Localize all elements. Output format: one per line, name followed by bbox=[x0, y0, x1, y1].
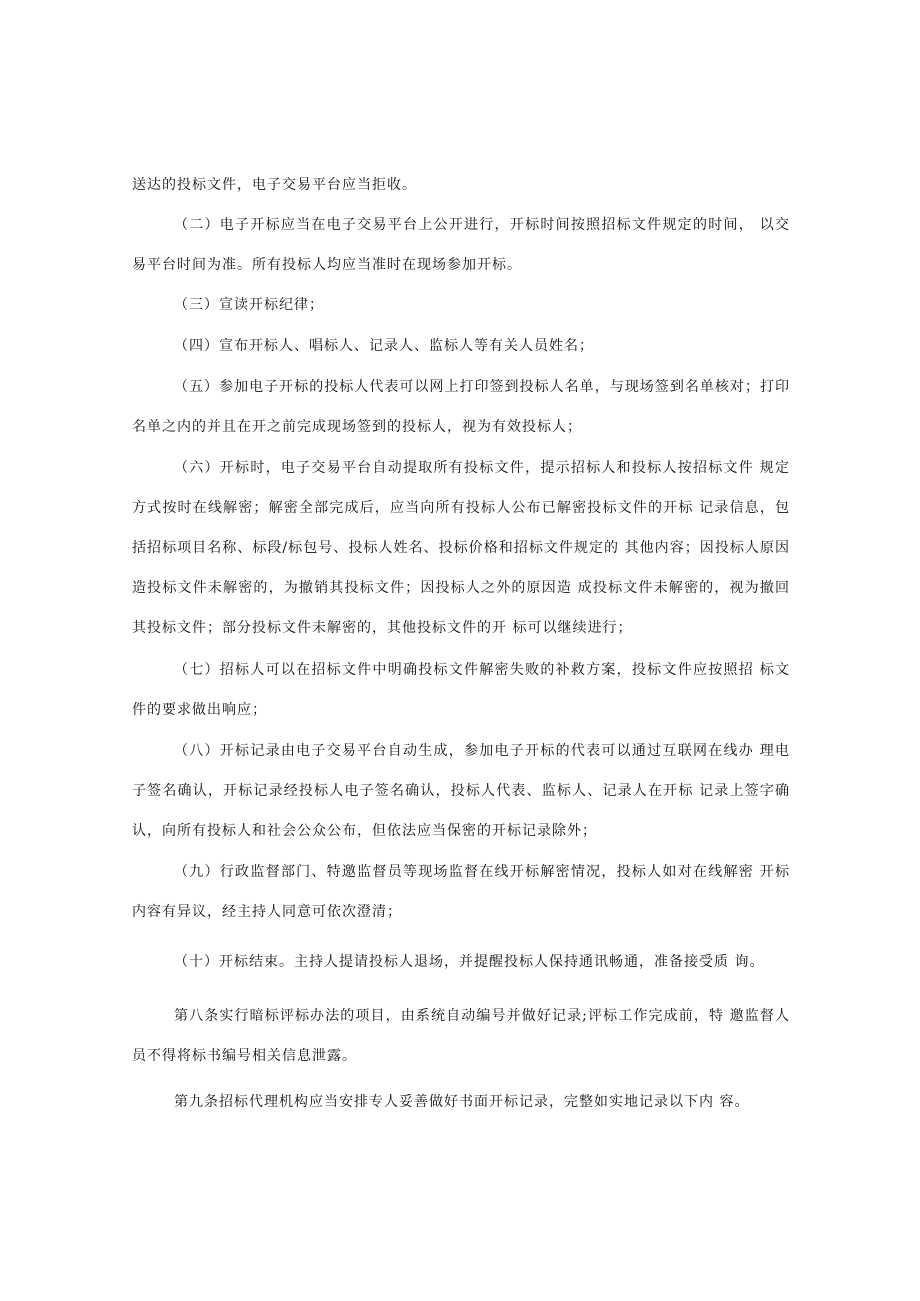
paragraph-item-2: （二）电子开标应当在电子交易平台上公开进行，开标时间按照招标文件规定的时间， 以交易平台时间为准。所有投标人均应当准时在现场参加开标。 bbox=[132, 217, 790, 273]
paragraph-item-5: （五）参加电子开标的投标人代表可以网上打印签到投标人名单，与现场签到名单核对；打印名单之内的并且在开之前完成现场签到的投标人，视为有效投标人； bbox=[132, 379, 790, 435]
paragraph-item-8: （八）开标记录由电子交易平台自动生成，参加电子开标的代表可以通过互联网在线办 理电子签名确认，开标记录经投标人电子签名确认，投标人代表、监标人、记录人在开标 记录上签字确认，向所有投标人和社会公众公布，但依法应当保密的开标记录除外； bbox=[132, 743, 790, 839]
paragraph-item-4: （四）宣布开标人、唱标人、记录人、监标人等有关人员姓名； bbox=[174, 338, 594, 354]
paragraph-item-10: （十）开标结束。主持人提请投标人退场，并提醒投标人保持通讯畅通，准备接受质 询。 bbox=[174, 954, 765, 970]
paragraph-item-7: （七）招标人可以在招标文件中明确投标文件解密失败的补救方案，投标文件应按照招 标文件的要求做出响应； bbox=[132, 662, 790, 718]
paragraph-item-6: （六）开标时，电子交易平台自动提取所有投标文件，提示招标人和投标人按招标文件 规定方式按时在线解密；解密全部完成后，应当向所有投标人公布已解密投标文件的开标 记录信息，包括招标项目名称、标段/标包号、投标人姓名、投标价格和招标文件规定的 其他内容；因投标人原因造投标文件未解密的，为撤销其投标文件；因投标人之外的原因造 成投标文件未解密的，视为撤回其投标文件；部分投标文件未解密的，其他投标文件的开 标可以继续进行； bbox=[132, 460, 790, 636]
paragraph-continuation: 送达的投标文件，电子交易平台应当拒收。 bbox=[132, 177, 417, 193]
paragraph-item-3: （三）宣读开标纪律； bbox=[174, 297, 324, 313]
paragraph-article-9: 第九条招标代理机构应当安排专人妥善做好书面开标记录，完整如实地记录以下内 容。 bbox=[174, 1094, 750, 1110]
paragraph-item-9: （九）行政监督部门、特邀监督员等现场监督在线开标解密情况，投标人如对在线解密 开标内容有异议，经主持人同意可依次澄清； bbox=[132, 864, 790, 920]
paragraph-article-8: 第八条实行暗标评标办法的项目，由系统自动编号并做好记录;评标工作完成前，特 邀监督人员不得将标书编号相关信息泄露。 bbox=[132, 1008, 790, 1064]
